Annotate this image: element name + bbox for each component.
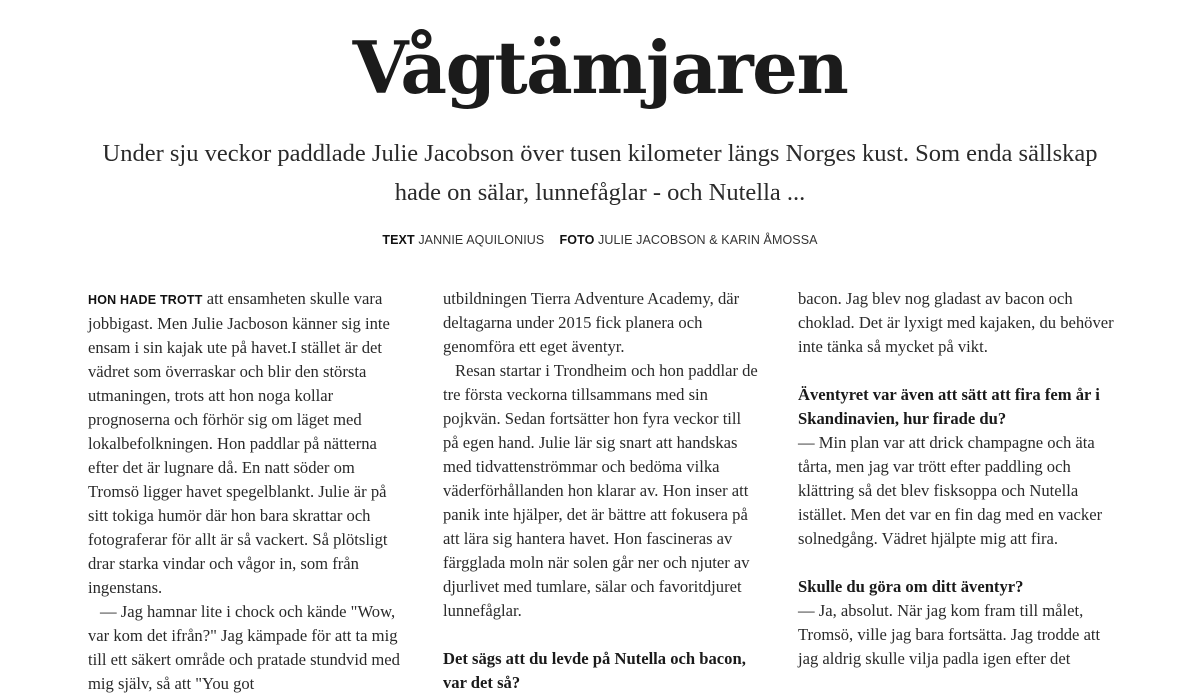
byline-author: JANNIE AQUILONIUS (418, 233, 545, 247)
interview-answer: — Min plan var att drick champagne och äta tårta, men jag var trött efter paddling och klättring så det blev fisksoppa och Nutella istället. Men det var en fin dag med en vacker solnedgång. Vädret hjälpte mig att fira. (798, 433, 1103, 548)
paragraph: bacon. Jag blev nog gladast av bacon och choklad. Det är lyxigt med kajaken, du behöver inte tänka så mycket på vikt. (798, 289, 1114, 356)
interview-question: Äventyret var även att sätt att fira fem år i Skandinavien, hur firade du? (798, 385, 1100, 428)
article-lede: Under sju veckor paddlade Julie Jacobson över tusen kilometer längs Norges kust. Som enda sällskap hade on sälar, lunnefåglar - och Nutella ... (102, 140, 1098, 206)
article-column-2 (443, 287, 759, 695)
interview-answer: — Ja, absolut. När jag kom fram till målet, Tromsö, ville jag bara fortsätta. Jag trodde att jag aldrig skulle vilja padla igen efter det (798, 601, 1101, 668)
paragraph-text: att ensamheten skulle vara jobbigast. Men Julie Jacboson känner sig inte ensam i sin kajak ute på havet.I stället är det vädret som överraskar och blir den största utmaningen, trots att hon noga kollar prognoserna och förhör sig om läget med lokalbefolkningen. Hon paddlar på nätterna efter det är lugnare då. En natt söder om Tromsö ligger havet spegelblankt. Julie är på sitt tokiga humör där hon bara skrattar och fotograferar för allt är så vackert. Så plötsligt drar starka vindar och vågor in, som från ingenstans. (88, 289, 390, 597)
interview-question: Det sägs att du levde på Nutella och bacon, var det så? (443, 649, 746, 692)
article-title: Vågtämjaren (352, 25, 848, 110)
article-column-3 (798, 287, 1114, 671)
paragraph (88, 287, 404, 600)
paragraph: — Jag hamnar lite i chock och kände "Wow, var kom det ifrån?" Jag kämpade för att ta mig till ett säkert område och pratade stundvid med mig själv, så att "You got (88, 602, 400, 693)
byline-photographers: JULIE JACOBSON & KARIN ÅMOSSA (598, 233, 818, 247)
paragraph: utbildningen Tierra Adventure Academy, där deltagarna under 2015 fick planera och genomföra ett eget äventyr. (443, 289, 740, 356)
interview-question: Skulle du göra om ditt äventyr? (798, 577, 1024, 596)
article-column-1 (88, 287, 404, 696)
byline-text-label: TEXT (382, 233, 415, 247)
byline (0, 233, 1200, 247)
byline-photo-label: FOTO (559, 233, 595, 247)
paragraph: Resan startar i Trondheim och hon paddlar de tre första veckorna tillsammans med sin pojkvän. Sedan fortsätter hon fyra veckor till på egen hand. Julie lär sig snart att handskas med tidvattenströmmar och bedöma vilka väderförhållanden hon klarar av. Hon inser att panik inte hjälper, det är bättre att fokusera på att lära sig hantera havet. Hon fascineras av färgglada moln när solen går ner och njuter av djurlivet med tumlare, sälar och favoritdjuret lunnefåglar. (443, 361, 758, 620)
lead-in: HON HADE TROTT (88, 293, 203, 307)
